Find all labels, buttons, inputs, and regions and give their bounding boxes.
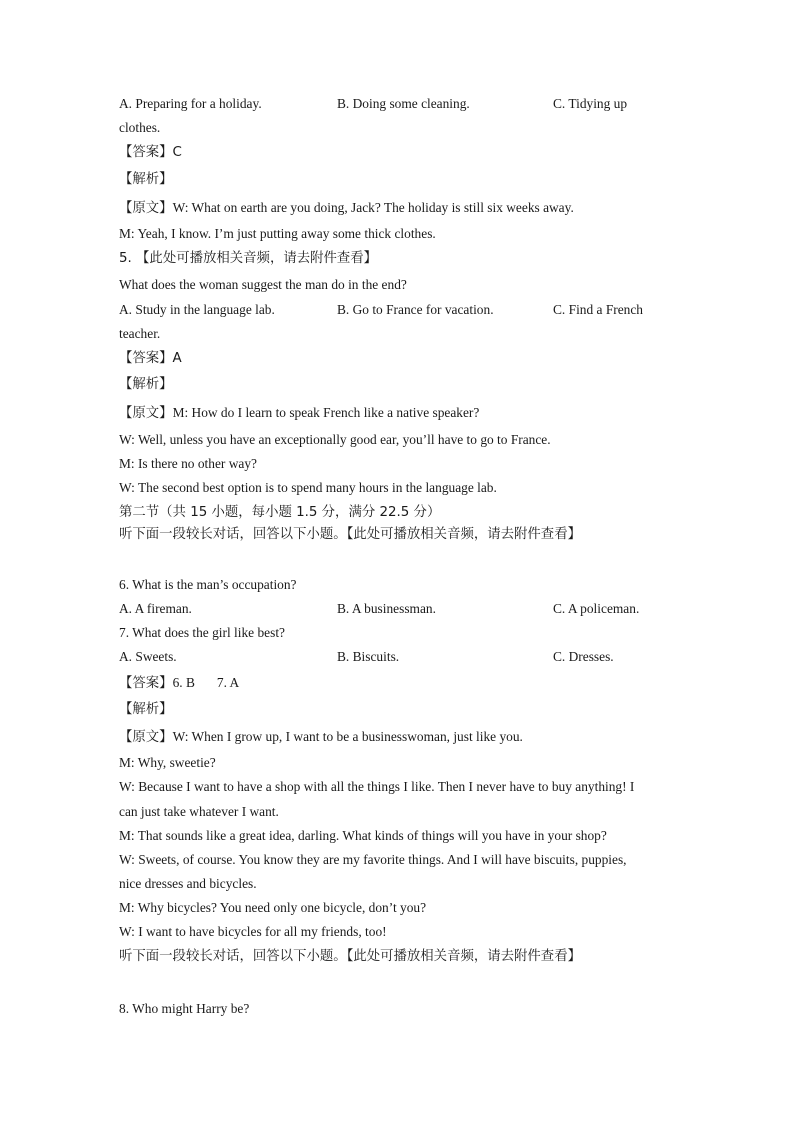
dialogue-text: W: What on earth are you doing, Jack? The holiday is still six weeks away. <box>172 200 574 215</box>
q4-option-c-continued: clothes. <box>119 120 161 135</box>
q6-question: 6. What is the man’s occupation? <box>119 577 297 592</box>
q5-transcript-line: W: The second best option is to spend many hours in the language lab. <box>119 480 497 495</box>
q5-question: What does the woman suggest the man do in the end? <box>119 277 407 292</box>
q7-question: 7. What does the girl like best? <box>119 625 285 640</box>
q5-option-c: C. Find a French <box>553 302 644 317</box>
q4-transcript-line <box>119 200 574 217</box>
q6-option-c: C. A policeman. <box>553 601 640 616</box>
q5-transcript-line: M: Is there no other way? <box>119 456 257 471</box>
q6-7-answer <box>119 675 239 692</box>
q4-option-c: C. Tidying up <box>553 96 628 111</box>
q8-question: 8. Who might Harry be? <box>119 1001 250 1016</box>
q6-option-b: B. A businessman. <box>337 601 436 616</box>
q5-option-b: B. Go to France for vacation. <box>337 302 494 317</box>
q7-option-a: A. Sweets. <box>119 649 177 664</box>
q6-option-a: A. A fireman. <box>119 601 192 616</box>
q5-option-c-continued: teacher. <box>119 326 161 341</box>
q5-answer: 【答案】A <box>119 351 182 366</box>
q6-7-transcript-line <box>119 729 523 746</box>
transcript-label: 【原文】 <box>119 730 173 745</box>
q7-option-b: B. Biscuits. <box>337 649 400 664</box>
q6-7-transcript-line: M: That sounds like a great idea, darling. What kinds of things will you have in your shop? <box>119 828 607 843</box>
answer-label: 【答案】 <box>119 676 173 691</box>
answer-6: 6. B <box>172 675 195 690</box>
dialogue-text: M: How do I learn to speak French like a native speaker? <box>172 405 480 420</box>
q4-option-b: B. Doing some cleaning. <box>337 96 470 111</box>
q5-transcript-line: W: Well, unless you have an exceptionally good ear, you’ll have to go to France. <box>119 432 551 447</box>
q4-transcript-line: M: Yeah, I know. I’m just putting away some thick clothes. <box>119 226 436 241</box>
dialogue-text: W: When I grow up, I want to be a businesswoman, just like you. <box>172 729 523 744</box>
q6-7-analysis-label: 【解析】 <box>119 702 173 717</box>
q5-header: 5. 【此处可播放相关音频，请去附件查看】 <box>119 251 378 266</box>
section-2-title: 第二节（共 15 小题，每小题 1.5 分，满分 22.5 分） <box>119 505 441 520</box>
q6-7-transcript-line: nice dresses and bicycles. <box>119 876 257 891</box>
q6-7-transcript-line: can just take whatever I want. <box>119 804 279 819</box>
q4-option-a: A. Preparing for a holiday. <box>119 96 262 111</box>
q5-transcript-line <box>119 405 479 422</box>
q6-7-transcript-line: W: Because I want to have a shop with all the things I like. Then I never have to buy anything! I <box>119 779 635 794</box>
q5-analysis-label: 【解析】 <box>119 377 173 392</box>
q6-7-transcript-line: W: I want to have bicycles for all my friends, too! <box>119 924 387 939</box>
next-dialogue-instruction: 听下面一段较长对话，回答以下小题。【此处可播放相关音频，请去附件查看】 <box>119 949 581 964</box>
q4-analysis-label: 【解析】 <box>119 172 173 187</box>
transcript-label: 【原文】 <box>119 201 173 216</box>
q6-7-transcript-line: W: Sweets, of course. You know they are my favorite things. And I will have biscuits, puppies, <box>119 852 627 867</box>
q5-option-a: A. Study in the language lab. <box>119 302 275 317</box>
answer-7: 7. A <box>216 675 240 690</box>
q6-7-transcript-line: M: Why, sweetie? <box>119 755 216 770</box>
section-2-instruction: 听下面一段较长对话，回答以下小题。【此处可播放相关音频，请去附件查看】 <box>119 527 581 542</box>
transcript-label: 【原文】 <box>119 406 173 421</box>
q7-option-c: C. Dresses. <box>553 649 614 664</box>
q4-answer: 【答案】C <box>119 145 182 160</box>
q6-7-transcript-line: M: Why bicycles? You need only one bicycle, don’t you? <box>119 900 427 915</box>
